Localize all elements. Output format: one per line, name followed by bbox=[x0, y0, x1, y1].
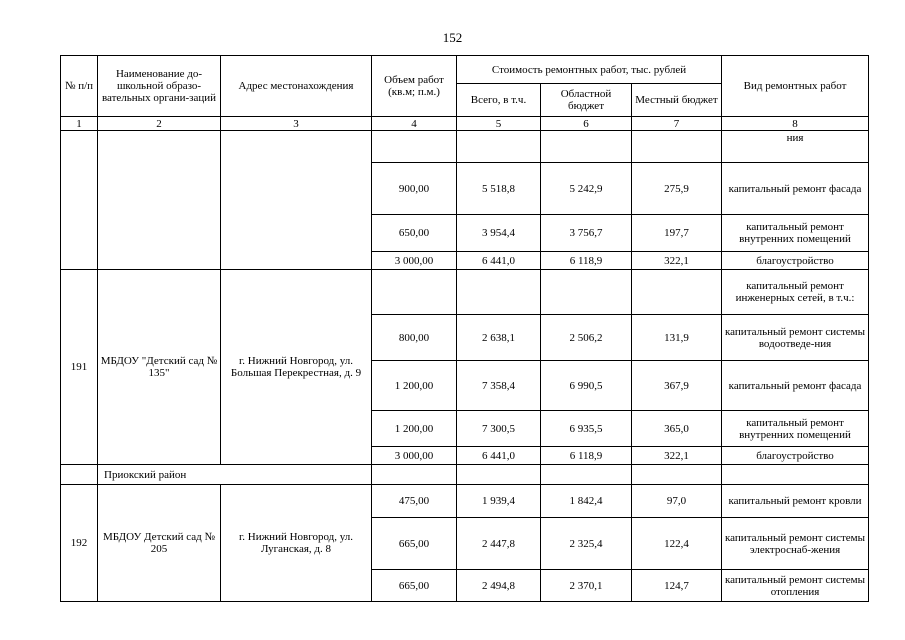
row-num-cell: 192 bbox=[61, 485, 98, 602]
header-col-num: № п/п bbox=[61, 56, 98, 117]
header-col-type: Вид ремонтных работ bbox=[722, 56, 869, 117]
regional-cell: 6 990,5 bbox=[541, 361, 632, 411]
local-cell: 122,4 bbox=[632, 518, 722, 570]
work-type-cell: благоустройство bbox=[722, 447, 869, 465]
volume-cell: 650,00 bbox=[372, 215, 457, 252]
header-col-name: Наименование до-школьной образо-вательных органи-заций bbox=[98, 56, 221, 117]
regional-cell: 6 118,9 bbox=[541, 252, 632, 270]
address-cell: г. Нижний Новгород, ул. Большая Перекрестная, д. 9 bbox=[221, 270, 372, 465]
total-cell bbox=[457, 131, 541, 163]
table-row bbox=[61, 270, 869, 315]
work-type-cell: капитальный ремонт инженерных сетей, в т.ч.: bbox=[722, 270, 869, 315]
regional-cell: 2 506,2 bbox=[541, 315, 632, 361]
numbering-cell: 3 bbox=[221, 117, 372, 131]
work-type-cell: капитальный ремонт кровли bbox=[722, 485, 869, 518]
volume-cell: 3 000,00 bbox=[372, 252, 457, 270]
regional-cell: 3 756,7 bbox=[541, 215, 632, 252]
numbering-cell: 8 bbox=[722, 117, 869, 131]
work-type-cell: благоустройство bbox=[722, 252, 869, 270]
local-cell: 97,0 bbox=[632, 485, 722, 518]
numbering-cell: 5 bbox=[457, 117, 541, 131]
regional-cell: 6 118,9 bbox=[541, 447, 632, 465]
local-cell: 322,1 bbox=[632, 252, 722, 270]
volume-cell: 1 200,00 bbox=[372, 361, 457, 411]
header-cost-group: Стоимость ремонтных работ, тыс. рублей bbox=[457, 56, 722, 84]
header-col-address: Адрес местонахождения bbox=[221, 56, 372, 117]
work-type-cell: капитальный ремонт фасада bbox=[722, 163, 869, 215]
numbering-cell: 7 bbox=[632, 117, 722, 131]
total-cell: 7 358,4 bbox=[457, 361, 541, 411]
local-cell: 367,9 bbox=[632, 361, 722, 411]
total-cell: 6 441,0 bbox=[457, 447, 541, 465]
numbering-cell: 6 bbox=[541, 117, 632, 131]
work-type-cell: капитальный ремонт внутренних помещений bbox=[722, 411, 869, 447]
table-row bbox=[61, 131, 869, 163]
district-name: Приокский район bbox=[98, 465, 372, 485]
total-cell: 6 441,0 bbox=[457, 252, 541, 270]
volume-cell: 1 200,00 bbox=[372, 411, 457, 447]
total-cell: 5 518,8 bbox=[457, 163, 541, 215]
work-type-cell: капитальный ремонт внутренних помещений bbox=[722, 215, 869, 252]
work-type-cell: капитальный ремонт системы отопления bbox=[722, 570, 869, 602]
numbering-cell: 1 bbox=[61, 117, 98, 131]
local-cell bbox=[632, 465, 722, 485]
regional-cell bbox=[541, 270, 632, 315]
volume-cell: 800,00 bbox=[372, 315, 457, 361]
total-cell: 2 447,8 bbox=[457, 518, 541, 570]
local-cell: 275,9 bbox=[632, 163, 722, 215]
volume-cell bbox=[372, 131, 457, 163]
page-number: 152 bbox=[442, 30, 463, 45]
numbering-cell: 4 bbox=[372, 117, 457, 131]
work-type-cell: капитальный ремонт фасада bbox=[722, 361, 869, 411]
regional-cell: 6 935,5 bbox=[541, 411, 632, 447]
table-row bbox=[61, 485, 869, 518]
header-row bbox=[61, 56, 869, 84]
total-cell: 2 638,1 bbox=[457, 315, 541, 361]
header-col-regional: Областной бюджет bbox=[541, 84, 632, 117]
local-cell: 124,7 bbox=[632, 570, 722, 602]
total-cell bbox=[457, 270, 541, 315]
total-cell: 7 300,5 bbox=[457, 411, 541, 447]
volume-cell: 3 000,00 bbox=[372, 447, 457, 465]
work-type-cell: капитальный ремонт системы электроснаб-жения bbox=[722, 518, 869, 570]
header-col-local: Местный бюджет bbox=[632, 84, 722, 117]
address-cell bbox=[221, 131, 372, 270]
total-cell: 2 494,8 bbox=[457, 570, 541, 602]
work-type-cell: капитальный ремонт системы водоотведе-ния bbox=[722, 315, 869, 361]
row-num-cell: 191 bbox=[61, 270, 98, 465]
regional-cell: 5 242,9 bbox=[541, 163, 632, 215]
total-cell: 3 954,4 bbox=[457, 215, 541, 252]
volume-cell bbox=[372, 465, 457, 485]
row-num-cell bbox=[61, 465, 98, 485]
org-name-cell: МБДОУ Детский сад № 205 bbox=[98, 485, 221, 602]
district-row bbox=[61, 465, 869, 485]
regional-cell bbox=[541, 131, 632, 163]
work-type-cell: ния bbox=[722, 131, 869, 163]
volume-cell: 475,00 bbox=[372, 485, 457, 518]
local-cell: 322,1 bbox=[632, 447, 722, 465]
regional-cell: 1 842,4 bbox=[541, 485, 632, 518]
volume-cell bbox=[372, 270, 457, 315]
total-cell bbox=[457, 465, 541, 485]
address-cell: г. Нижний Новгород, ул. Луганская, д. 8 bbox=[221, 485, 372, 602]
header-col-total: Всего, в т.ч. bbox=[457, 84, 541, 117]
volume-cell: 665,00 bbox=[372, 518, 457, 570]
row-num-cell bbox=[61, 131, 98, 270]
numbering-row bbox=[61, 117, 869, 131]
org-name-cell bbox=[98, 131, 221, 270]
repair-works-table bbox=[60, 55, 869, 602]
local-cell: 197,7 bbox=[632, 215, 722, 252]
volume-cell: 900,00 bbox=[372, 163, 457, 215]
local-cell: 131,9 bbox=[632, 315, 722, 361]
total-cell: 1 939,4 bbox=[457, 485, 541, 518]
local-cell bbox=[632, 270, 722, 315]
header-col-volume: Объем работ (кв.м; п.м.) bbox=[372, 56, 457, 117]
volume-cell: 665,00 bbox=[372, 570, 457, 602]
local-cell bbox=[632, 131, 722, 163]
org-name-cell: МБДОУ "Детский сад № 135" bbox=[98, 270, 221, 465]
work-type-cell bbox=[722, 465, 869, 485]
numbering-cell: 2 bbox=[98, 117, 221, 131]
regional-cell: 2 325,4 bbox=[541, 518, 632, 570]
local-cell: 365,0 bbox=[632, 411, 722, 447]
regional-cell: 2 370,1 bbox=[541, 570, 632, 602]
regional-cell bbox=[541, 465, 632, 485]
